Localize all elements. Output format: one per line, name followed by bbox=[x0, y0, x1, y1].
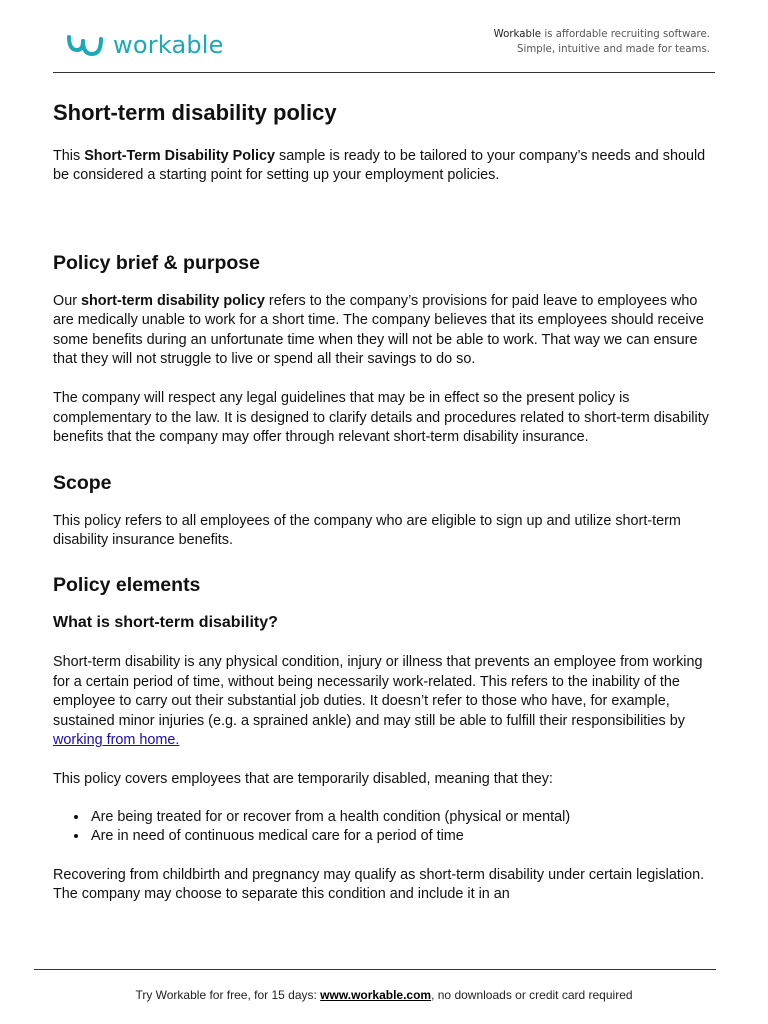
intro-pre: This bbox=[53, 148, 85, 164]
brief-p1-pre: Our bbox=[53, 292, 81, 309]
brief-heading: Policy brief & purpose bbox=[53, 251, 260, 274]
working-from-home-link[interactable]: working from home. bbox=[53, 732, 180, 749]
elements-p1-pre: Short-term disability is any physical condition, injury or illness that prevents an employee from working for a certain period of time, without being necessarily work-related. This refers to the inability of the employee to carry out their substantial job duties. It doesn’t refer to those who have, for example, sustained minor injuries (e.g. a sprained ankle) and may still be able to fulfill their responsibilities by bbox=[53, 654, 703, 729]
page-title: Short-term disability policy bbox=[53, 100, 337, 125]
brief-p1-post: refers to the company’s provisions for paid leave to employees who are medically unable to work for a short time. The company believes that its employees should receive some benefits during an unfortunate time when they will not be able to work. That way we can ensure that they will not struggle to live or spend all their savings to do so. bbox=[53, 292, 704, 368]
tagline-line-2: Simple, intuitive and made for teams. bbox=[517, 44, 710, 55]
tagline-line-1 bbox=[494, 27, 710, 42]
intro-paragraph bbox=[53, 147, 721, 186]
scope-paragraph: This policy refers to all employees of the company who are eligible to sign up and utilize short-term disability insurance benefits. bbox=[53, 512, 681, 549]
page-footer bbox=[0, 987, 768, 1003]
footer-post: , no downloads or credit card required bbox=[431, 988, 633, 1002]
brief-paragraph-1 bbox=[53, 292, 721, 370]
elements-paragraph-1 bbox=[53, 653, 721, 750]
header-divider bbox=[53, 72, 715, 73]
intro-bold: Short-Term Disability Policy bbox=[84, 148, 276, 164]
footer-pre: Try Workable for free, for 15 days: bbox=[135, 988, 321, 1002]
workable-logo-icon bbox=[66, 32, 106, 58]
page-header bbox=[0, 0, 768, 74]
list-item: • Are being treated for or recover from a health condition (physical or mental) bbox=[89, 808, 721, 827]
elements-paragraph-3: Recovering from childbirth and pregnancy may qualify as short-term disability under certain legislation. The company may choose to separate this condition and include it in an bbox=[53, 866, 705, 903]
scope-heading: Scope bbox=[53, 471, 112, 494]
elements-heading: Policy elements bbox=[53, 574, 201, 597]
tagline-rest: is affordable recruiting software. bbox=[541, 29, 710, 40]
elements-subheading: What is short-term disability? bbox=[53, 614, 278, 632]
list-item: • Are in need of continuous medical care for a period of time bbox=[89, 827, 721, 846]
workable-website-link[interactable]: www.workable.com bbox=[320, 988, 432, 1002]
logo-text: workable bbox=[113, 31, 224, 59]
elements-paragraph-2: This policy covers employees that are temporarily disabled, meaning that they: bbox=[53, 770, 553, 787]
intro-post: sample is ready to be tailored to your company’s needs and should be considered a starting point for setting up your employment policies. bbox=[53, 148, 706, 184]
tagline bbox=[494, 27, 710, 57]
document-body bbox=[53, 98, 721, 905]
workable-logo[interactable] bbox=[66, 28, 224, 62]
tagline-brand: Workable bbox=[493, 29, 542, 40]
brief-paragraph-2: The company will respect any legal guidelines that may be in effect so the present policy is complementary to the law. It is designed to clarify details and procedures related to short-term disability benefits that the company may offer through relevant short-term disability insurance. bbox=[53, 390, 709, 446]
footer-divider bbox=[34, 969, 716, 970]
brief-p1-bold: short-term disability policy bbox=[81, 292, 265, 309]
conditions-list bbox=[53, 808, 721, 847]
